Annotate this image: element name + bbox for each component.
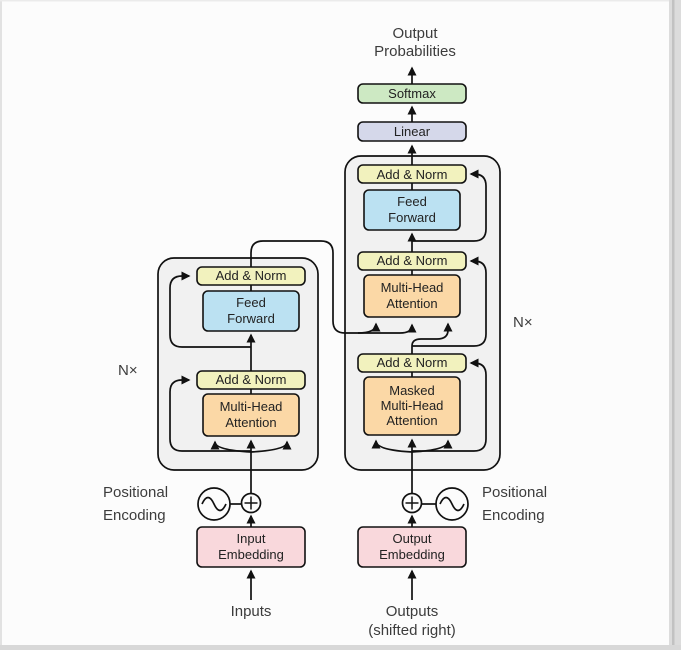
masked-mha-label-line2: Multi-Head [380,398,444,413]
frame-right-edge-line [672,0,675,650]
decoder-addnorm-top-label: Add & Norm [376,167,448,182]
output-probabilities-label-line2: Probabilities [374,43,456,60]
linear-label: Linear [393,124,431,139]
masked-mha-label-line3: Attention [386,413,438,428]
output-probabilities-label-line1: Output [392,25,438,42]
encoder-ff-label-line1: Feed [236,295,266,310]
output-embedding-label-line2: Embedding [379,547,445,562]
outputs-label-line2: (shifted right) [368,622,456,639]
outputs-label-line1: Outputs [385,603,439,620]
positional-encoding-right-line1: Positional [482,484,548,501]
frame-right-edge [669,0,681,650]
decoder-addnorm-middle-label: Add & Norm [376,253,448,268]
inputs-label: Inputs [230,603,272,620]
frame-bottom-edge [0,645,681,650]
output-embedding-label-line1: Output [392,531,432,546]
encoder-addnorm-bottom-label: Add & Norm [215,372,287,387]
frame-top-edge [0,0,681,2]
decoder-ff-label-line2: Forward [388,210,436,225]
positional-encoding-left-line2: Encoding [103,507,166,524]
softmax-label: Softmax [388,86,436,101]
encoder-mha-label-line2: Attention [225,415,277,430]
n-times-label-right: N× [513,314,533,331]
decoder-mha-label-line2: Attention [386,296,438,311]
input-embedding-label-line2: Embedding [218,547,284,562]
encoder-addnorm-top-label: Add & Norm [215,268,287,283]
input-embedding-label-line1: Input [236,531,266,546]
encoder-mha-label-line1: Multi-Head [219,399,283,414]
n-times-label-left: N× [118,362,138,379]
decoder-ff-label-line1: Feed [397,194,427,209]
encoder-ff-label-line2: Forward [227,311,275,326]
masked-mha-label-line1: Masked [389,383,435,398]
decoder-addnorm-bottom-label: Add & Norm [376,355,448,370]
positional-encoding-left-line1: Positional [103,484,169,501]
frame-left-edge [0,0,2,650]
encoder-stack-box [158,258,318,470]
positional-encoding-right-line2: Encoding [482,507,545,524]
decoder-mha-label-line1: Multi-Head [380,280,444,295]
